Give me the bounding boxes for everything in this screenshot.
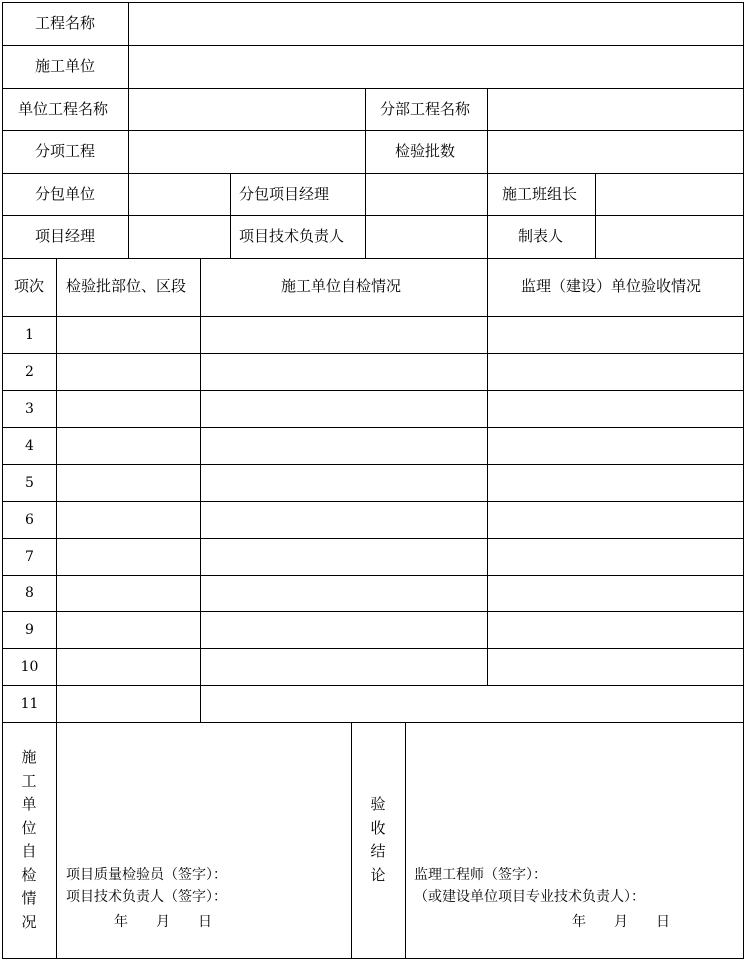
vertical-char: 收 (370, 818, 386, 837)
subcontract-pm-label: 分包项目经理 (239, 185, 330, 203)
self-check-cell[interactable] (201, 428, 487, 464)
self-check-cell[interactable] (201, 317, 487, 353)
supervision-cell[interactable] (488, 465, 743, 501)
supervision-cell[interactable] (488, 428, 743, 464)
project-manager-label: 项目经理 (35, 227, 96, 245)
row-number: 3 (25, 401, 34, 417)
vertical-char: 施 (21, 748, 37, 766)
technical-lead-label: 项目技术负责人 (239, 227, 345, 245)
vertical-char: 论 (370, 865, 386, 884)
row-number: 7 (25, 549, 34, 565)
project-name-label: 工程名称 (35, 14, 96, 32)
vertical-char: 工 (21, 771, 37, 790)
row-number: 4 (25, 438, 34, 454)
project-name-field[interactable] (129, 3, 743, 45)
quality-inspector-signature: 项目质量检验员（签字）： (66, 867, 227, 883)
row-number: 6 (25, 512, 34, 528)
row-number: 11 (20, 696, 39, 712)
row-number: 8 (25, 585, 34, 601)
self-check-cell[interactable] (201, 354, 487, 390)
lot-location-cell[interactable] (57, 686, 200, 722)
column-header-item-no: 项次 (14, 277, 45, 295)
self-check-cell[interactable] (201, 649, 487, 685)
row-number: 2 (25, 364, 34, 380)
column-header-lot-location: 检验批部位、区段 (66, 277, 187, 295)
inspection-lot-count-label: 检验批数 (395, 142, 456, 160)
subitem-project-label: 分项工程 (35, 142, 96, 160)
lot-location-cell[interactable] (57, 539, 200, 575)
vertical-char: 自 (21, 842, 37, 860)
supervisor-signature: 监理工程师（签字）： (414, 867, 547, 883)
self-check-cell[interactable] (201, 465, 487, 501)
division-project-name-field[interactable] (488, 89, 743, 130)
vertical-char: 检 (21, 865, 37, 884)
vertical-char: 情 (21, 889, 37, 907)
subitem-project-field[interactable] (129, 131, 365, 173)
construction-unit-label: 施工单位 (35, 57, 96, 75)
self-check-cell[interactable] (201, 576, 487, 611)
technical-lead-signature: 项目技术负责人（签字）： (66, 889, 227, 905)
row-number: 10 (20, 659, 39, 675)
self-check-cell[interactable] (201, 686, 743, 722)
rule (2, 258, 744, 259)
team-leader-label: 施工班组长 (502, 185, 578, 203)
column-header-supervision-acceptance: 监理（建设）单位验收情况 (521, 277, 702, 295)
self-check-cell[interactable] (201, 502, 487, 538)
tabulator-field[interactable] (596, 216, 743, 258)
self-check-cell[interactable] (201, 391, 487, 427)
lot-location-cell[interactable] (57, 612, 200, 648)
subcontract-unit-field[interactable] (129, 174, 230, 215)
vertical-char: 单 (21, 795, 37, 813)
tabulator-label: 制表人 (518, 227, 564, 245)
row-number: 5 (25, 475, 34, 491)
technical-lead-field[interactable] (366, 216, 487, 258)
self-check-vertical-label (20, 746, 38, 934)
rule (487, 173, 488, 258)
vertical-char: 位 (21, 818, 37, 837)
lot-location-cell[interactable] (57, 354, 200, 390)
lot-location-cell[interactable] (57, 428, 200, 464)
construction-unit-field[interactable] (129, 46, 743, 88)
lot-location-cell[interactable] (57, 391, 200, 427)
vertical-char: 验 (370, 795, 386, 813)
self-check-cell[interactable] (201, 539, 487, 575)
lot-location-cell[interactable] (57, 317, 200, 353)
supervision-cell[interactable] (488, 317, 743, 353)
lot-location-cell[interactable] (57, 465, 200, 501)
conclusion-date: 年 月 日 (572, 914, 670, 930)
rule (2, 958, 744, 959)
supervision-cell[interactable] (488, 649, 743, 685)
self-check-date: 年 月 日 (114, 914, 212, 930)
supervision-cell[interactable] (488, 539, 743, 575)
inspection-lot-count-field[interactable] (488, 131, 743, 173)
project-manager-field[interactable] (129, 216, 230, 258)
vertical-char: 况 (21, 912, 37, 931)
subcontract-pm-field[interactable] (366, 174, 487, 215)
row-number: 1 (25, 327, 34, 343)
subcontract-unit-label: 分包单位 (35, 185, 96, 203)
supervision-cell[interactable] (488, 576, 743, 611)
row-number: 9 (25, 622, 34, 638)
supervision-cell[interactable] (488, 391, 743, 427)
lot-location-cell[interactable] (57, 502, 200, 538)
conclusion-vertical-label (369, 793, 387, 887)
owner-technical-lead-signature: （或建设单位项目专业技术负责人）： (414, 889, 645, 905)
lot-location-cell[interactable] (57, 576, 200, 611)
supervision-cell[interactable] (488, 354, 743, 390)
rule (230, 173, 231, 258)
unit-project-name-field[interactable] (129, 89, 365, 130)
team-leader-field[interactable] (596, 174, 743, 215)
rule (743, 2, 744, 959)
unit-project-name-label: 单位工程名称 (18, 100, 109, 118)
column-header-self-check: 施工单位自检情况 (281, 277, 402, 295)
self-check-cell[interactable] (201, 612, 487, 648)
supervision-cell[interactable] (488, 502, 743, 538)
rule (351, 722, 352, 959)
vertical-char: 结 (370, 842, 386, 860)
lot-location-cell[interactable] (57, 649, 200, 685)
division-project-name-label: 分部工程名称 (380, 100, 471, 118)
supervision-cell[interactable] (488, 612, 743, 648)
